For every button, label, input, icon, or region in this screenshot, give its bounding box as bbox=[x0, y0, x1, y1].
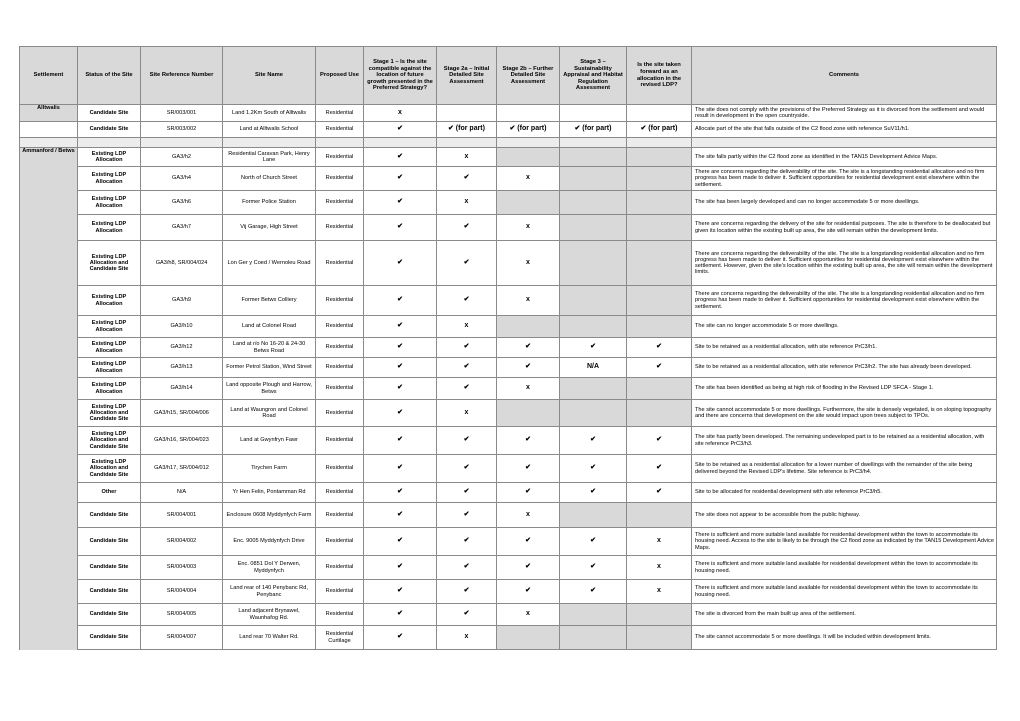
settlement-cell bbox=[20, 400, 78, 427]
comment-cell: There are concerns regarding the deliverability of the site. The site is a longstanding residential allocation and no firm progress has been made to deliver it. Sufficient opportunities for residential development exist elsewhere within the settlement. bbox=[692, 286, 997, 316]
stage2a-cell: x bbox=[437, 148, 497, 167]
stage1-cell: ✔ bbox=[364, 604, 437, 626]
stage3-cell bbox=[560, 400, 627, 427]
table-row bbox=[20, 400, 997, 427]
header-taken: Is the site taken forward as an allocation in the revised LDP? bbox=[627, 47, 692, 105]
taken-forward-cell bbox=[627, 316, 692, 338]
stage1-cell: ✔ bbox=[364, 556, 437, 580]
site-ref-cell: N/A bbox=[141, 483, 223, 503]
stage3-cell bbox=[560, 604, 627, 626]
stage3-cell bbox=[560, 105, 627, 122]
stage3-cell bbox=[560, 241, 627, 286]
site-name-cell: Former Petrol Station, Wind Street bbox=[223, 358, 316, 378]
stage3-cell bbox=[560, 286, 627, 316]
stage1-cell: ✔ bbox=[364, 503, 437, 528]
comment-cell: Site to be retained as a residential allocation, with site reference PrC3/h1. bbox=[692, 338, 997, 358]
settlement-cell bbox=[20, 483, 78, 503]
table-row bbox=[20, 286, 997, 316]
table-row bbox=[20, 122, 997, 138]
status-cell: Existing LDP Allocation bbox=[78, 286, 141, 316]
proposed-use-cell: Residential bbox=[316, 191, 364, 215]
site-name-cell: Land rear 70 Walter Rd. bbox=[223, 626, 316, 650]
stage2a-cell: ✔ bbox=[437, 215, 497, 241]
proposed-use-cell: Residential bbox=[316, 316, 364, 338]
proposed-use-cell: Residential Curtilage bbox=[316, 626, 364, 650]
table-row bbox=[20, 427, 997, 455]
proposed-use-cell: Residential bbox=[316, 455, 364, 483]
site-name-cell: Tirychen Farm bbox=[223, 455, 316, 483]
comment-cell: The site has been identified as being at high risk of flooding in the Revised LDP SFCA - Stage 1. bbox=[692, 378, 997, 400]
site-name-cell: Enc. 0851 Dol Y Derwen, Myddynfych bbox=[223, 556, 316, 580]
comment-cell: The site does not comply with the provisions of the Preferred Strategy as it is divorced from the settlement and would result in development in the open countryside. bbox=[692, 105, 997, 122]
stage2b-cell: x bbox=[497, 378, 560, 400]
taken-forward-cell: ✔ bbox=[627, 427, 692, 455]
proposed-use-cell: Residential bbox=[316, 358, 364, 378]
comment-cell: Site to be retained as a residential allocation for a lower number of dwellings with the remainder of the site being delivered beyond the Revised LDP's lifetime. Site reference is PrC3/h4. bbox=[692, 455, 997, 483]
comment-cell: The site cannot accommodate 5 or more dwellings. It will be included within development limits. bbox=[692, 626, 997, 650]
proposed-use-cell: Residential bbox=[316, 148, 364, 167]
table-row bbox=[20, 191, 997, 215]
stage2a-cell: x bbox=[437, 316, 497, 338]
proposed-use-cell: Residential bbox=[316, 286, 364, 316]
stage2a-cell: ✔ (for part) bbox=[437, 122, 497, 138]
table-row bbox=[20, 580, 997, 604]
stage3-cell: ✔ bbox=[560, 483, 627, 503]
proposed-use-cell: Residential bbox=[316, 338, 364, 358]
site-name-cell: Land at Gwynfryn Fawr bbox=[223, 427, 316, 455]
stage3-cell: ✔ bbox=[560, 528, 627, 556]
header-stage1: Stage 1 – Is the site compatible against the location of future growth presented in the Preferred Strategy? bbox=[364, 47, 437, 105]
status-cell: Candidate Site bbox=[78, 105, 141, 122]
settlement-cell: Alltwalis bbox=[20, 105, 78, 122]
comment-cell: The site cannot accommodate 5 or more dwellings. Furthermore, the site is densely vegetated, is on sloping topography and there are concerns that development on the site would impact upon trees subject to TPOs. bbox=[692, 400, 997, 427]
settlement-cell bbox=[20, 580, 78, 604]
site-ref-cell: GA3/h16, SR/004/023 bbox=[141, 427, 223, 455]
table-row bbox=[20, 556, 997, 580]
taken-forward-cell: ✔ bbox=[627, 483, 692, 503]
table-row bbox=[20, 455, 997, 483]
comment-cell: There is sufficient and more suitable land available for residential development within the town to accommodate its housing need. bbox=[692, 556, 997, 580]
site-ref-cell: GA3/h4 bbox=[141, 167, 223, 191]
settlement-cell bbox=[20, 427, 78, 455]
stage2a-cell: ✔ bbox=[437, 167, 497, 191]
site-name-cell: North of Church Street bbox=[223, 167, 316, 191]
stage1-cell: ✔ bbox=[364, 316, 437, 338]
settlement-cell bbox=[20, 528, 78, 556]
stage1-cell: ✔ bbox=[364, 400, 437, 427]
proposed-use-cell: Residential bbox=[316, 604, 364, 626]
status-cell: Candidate Site bbox=[78, 528, 141, 556]
divider-cell bbox=[497, 138, 560, 148]
table-row bbox=[20, 528, 997, 556]
stage1-cell: ✔ bbox=[364, 626, 437, 650]
table-row bbox=[20, 503, 997, 528]
comment-cell: There is sufficient and more suitable land available for residential development within the town to accommodate its housing need. bbox=[692, 580, 997, 604]
site-ref-cell: SR/004/005 bbox=[141, 604, 223, 626]
site-name-cell: Former Betws Colliery bbox=[223, 286, 316, 316]
comment-cell: Site to be allocated for residential development with site reference PrC3/h5. bbox=[692, 483, 997, 503]
site-name-cell: Lon Ger y Coed / Wernoleu Road bbox=[223, 241, 316, 286]
site-ref-cell: SR/004/002 bbox=[141, 528, 223, 556]
comment-cell: There are concerns regarding the deliverability of the site. The site is a longstanding residential allocation and no firm progress has been made to deliver it. Sufficient opportunities for residential development exist elsewhere within the settlement. bbox=[692, 167, 997, 191]
status-cell: Existing LDP Allocation bbox=[78, 167, 141, 191]
site-ref-cell: SR/003/002 bbox=[141, 122, 223, 138]
table-row bbox=[20, 316, 997, 338]
table-row bbox=[20, 338, 997, 358]
settlement-cell bbox=[20, 316, 78, 338]
divider-cell bbox=[437, 138, 497, 148]
divider-cell bbox=[20, 138, 78, 148]
stage1-cell: ✔ bbox=[364, 483, 437, 503]
stage2b-cell bbox=[497, 148, 560, 167]
stage2a-cell: ✔ bbox=[437, 378, 497, 400]
status-cell: Existing LDP Allocation bbox=[78, 358, 141, 378]
site-name-cell: Land at Colonel Road bbox=[223, 316, 316, 338]
stage1-cell: ✔ bbox=[364, 241, 437, 286]
settlement-cell bbox=[20, 626, 78, 650]
comment-cell: Allocate part of the site that falls outside of the C2 flood zone with reference SuV11/h1. bbox=[692, 122, 997, 138]
proposed-use-cell: Residential bbox=[316, 378, 364, 400]
stage2a-cell: ✔ bbox=[437, 286, 497, 316]
comment-cell: There are concerns regarding the deliverability of the site. The site is a longstanding residential allocation and no firm progress has been made to deliver it. Sufficient opportunities for residential development exist elsewhere within the settlement. However, given the site's location within the existing built up area, the site will remain within the development limits. bbox=[692, 241, 997, 286]
status-cell: Other bbox=[78, 483, 141, 503]
divider-cell bbox=[560, 138, 627, 148]
taken-forward-cell bbox=[627, 241, 692, 286]
site-ref-cell: SR/004/007 bbox=[141, 626, 223, 650]
stage3-cell bbox=[560, 148, 627, 167]
stage3-cell: ✔ bbox=[560, 556, 627, 580]
stage2a-cell: ✔ bbox=[437, 241, 497, 286]
divider-cell bbox=[316, 138, 364, 148]
site-ref-cell: GA3/h8, SR/004/024 bbox=[141, 241, 223, 286]
stage2b-cell: ✔ bbox=[497, 358, 560, 378]
proposed-use-cell: Residential bbox=[316, 215, 364, 241]
stage2a-cell: ✔ bbox=[437, 604, 497, 626]
proposed-use-cell: Residential bbox=[316, 122, 364, 138]
stage2b-cell: x bbox=[497, 167, 560, 191]
stage2a-cell: x bbox=[437, 191, 497, 215]
site-ref-cell: SR/004/003 bbox=[141, 556, 223, 580]
stage1-cell: ✔ bbox=[364, 215, 437, 241]
stage2b-cell bbox=[497, 191, 560, 215]
header-status: Status of the Site bbox=[78, 47, 141, 105]
taken-forward-cell: ✔ bbox=[627, 358, 692, 378]
header-name: Site Name bbox=[223, 47, 316, 105]
settlement-cell bbox=[20, 241, 78, 286]
stage1-cell: ✔ bbox=[364, 528, 437, 556]
taken-forward-cell bbox=[627, 378, 692, 400]
taken-forward-cell bbox=[627, 503, 692, 528]
header-stage3: Stage 3 – Sustainability Appraisal and Habitat Regulation Assessment bbox=[560, 47, 627, 105]
settlement-cell bbox=[20, 338, 78, 358]
settlement-cell bbox=[20, 122, 78, 138]
stage2a-cell: ✔ bbox=[437, 338, 497, 358]
status-cell: Existing LDP Allocation and Candidate Site bbox=[78, 241, 141, 286]
table-row bbox=[20, 358, 997, 378]
stage1-cell: ✔ bbox=[364, 286, 437, 316]
table-row bbox=[20, 241, 997, 286]
comment-cell: The site has been largely developed and can no longer accommodate 5 or more dwellings. bbox=[692, 191, 997, 215]
site-ref-cell: SR/004/004 bbox=[141, 580, 223, 604]
table-row bbox=[20, 215, 997, 241]
stage1-cell: ✔ bbox=[364, 378, 437, 400]
divider-cell bbox=[627, 138, 692, 148]
site-name-cell: Vij Garage, High Street bbox=[223, 215, 316, 241]
stage3-cell: ✔ bbox=[560, 580, 627, 604]
site-ref-cell: SR/003/001 bbox=[141, 105, 223, 122]
site-name-cell: Yr Hen Felin, Pontamman Rd bbox=[223, 483, 316, 503]
proposed-use-cell: Residential bbox=[316, 580, 364, 604]
status-cell: Existing LDP Allocation bbox=[78, 215, 141, 241]
stage1-cell: x bbox=[364, 105, 437, 122]
status-cell: Existing LDP Allocation and Candidate Site bbox=[78, 427, 141, 455]
stage3-cell: ✔ bbox=[560, 427, 627, 455]
stage1-cell: ✔ bbox=[364, 148, 437, 167]
proposed-use-cell: Residential bbox=[316, 427, 364, 455]
status-cell: Candidate Site bbox=[78, 556, 141, 580]
status-cell: Existing LDP Allocation and Candidate Site bbox=[78, 400, 141, 427]
stage1-cell: ✔ bbox=[364, 122, 437, 138]
stage2b-cell: ✔ bbox=[497, 483, 560, 503]
site-ref-cell: GA3/h13 bbox=[141, 358, 223, 378]
stage1-cell: ✔ bbox=[364, 427, 437, 455]
stage1-cell: ✔ bbox=[364, 358, 437, 378]
stage2b-cell: x bbox=[497, 503, 560, 528]
stage2a-cell: ✔ bbox=[437, 556, 497, 580]
settlement-cell bbox=[20, 503, 78, 528]
site-name-cell: Former Police Station bbox=[223, 191, 316, 215]
settlement-cell bbox=[20, 455, 78, 483]
status-cell: Existing LDP Allocation bbox=[78, 338, 141, 358]
comment-cell: The site is divorced from the main built up area of the settlement. bbox=[692, 604, 997, 626]
site-ref-cell: SR/004/001 bbox=[141, 503, 223, 528]
settlement-cell bbox=[20, 215, 78, 241]
stage3-cell bbox=[560, 378, 627, 400]
taken-forward-cell: x bbox=[627, 580, 692, 604]
site-name-cell: Residential Caravan Park, Henry Lane bbox=[223, 148, 316, 167]
taken-forward-cell bbox=[627, 604, 692, 626]
table-row bbox=[20, 378, 997, 400]
stage1-cell: ✔ bbox=[364, 167, 437, 191]
status-cell: Existing LDP Allocation bbox=[78, 378, 141, 400]
taken-forward-cell: ✔ (for part) bbox=[627, 122, 692, 138]
comment-cell: There is sufficient and more suitable land available for residential development within the town to accommodate its housing need. Access to the site is likely to be through the C2 flood zone as indicated by the TAN15 Development Advice Maps. bbox=[692, 528, 997, 556]
divider-cell bbox=[364, 138, 437, 148]
settlement-cell: Ammanford / Betws bbox=[20, 148, 78, 167]
comment-cell: There are concerns regarding the delivery of the site for residential purposes. The site is therefore to be deallocated but given its location within the existing built up area, the site will remain within the development limits. bbox=[692, 215, 997, 241]
stage3-cell bbox=[560, 316, 627, 338]
status-cell: Existing LDP Allocation bbox=[78, 191, 141, 215]
taken-forward-cell bbox=[627, 215, 692, 241]
site-name-cell: Enclosure 0608 Myddynfych Farm bbox=[223, 503, 316, 528]
taken-forward-cell bbox=[627, 400, 692, 427]
site-ref-cell: GA3/h2 bbox=[141, 148, 223, 167]
table-row bbox=[20, 604, 997, 626]
section-divider bbox=[20, 138, 997, 148]
taken-forward-cell bbox=[627, 191, 692, 215]
comment-cell: The site has partly been developed. The remaining undeveloped part is to be retained as a residential allocation, with site reference PrC3/h3. bbox=[692, 427, 997, 455]
proposed-use-cell: Residential bbox=[316, 528, 364, 556]
stage2a-cell: ✔ bbox=[437, 455, 497, 483]
stage2b-cell: x bbox=[497, 286, 560, 316]
table-row bbox=[20, 105, 997, 122]
status-cell: Existing LDP Allocation bbox=[78, 316, 141, 338]
settlement-cell bbox=[20, 286, 78, 316]
stage3-cell: ✔ bbox=[560, 338, 627, 358]
settlement-cell bbox=[20, 358, 78, 378]
stage3-cell bbox=[560, 626, 627, 650]
comment-cell: The site does not appear to be accessible from the public highway. bbox=[692, 503, 997, 528]
stage2b-cell bbox=[497, 400, 560, 427]
stage1-cell: ✔ bbox=[364, 455, 437, 483]
taken-forward-cell: ✔ bbox=[627, 455, 692, 483]
table-row bbox=[20, 483, 997, 503]
taken-forward-cell bbox=[627, 167, 692, 191]
stage2a-cell: x bbox=[437, 400, 497, 427]
taken-forward-cell: ✔ bbox=[627, 338, 692, 358]
table-row bbox=[20, 167, 997, 191]
status-cell: Candidate Site bbox=[78, 122, 141, 138]
stage2b-cell: x bbox=[497, 241, 560, 286]
table-body bbox=[20, 105, 997, 650]
stage2b-cell: ✔ bbox=[497, 338, 560, 358]
proposed-use-cell: Residential bbox=[316, 167, 364, 191]
divider-cell bbox=[223, 138, 316, 148]
stage3-cell bbox=[560, 215, 627, 241]
stage2a-cell: ✔ bbox=[437, 528, 497, 556]
taken-forward-cell: x bbox=[627, 528, 692, 556]
stage3-cell: ✔ bbox=[560, 455, 627, 483]
stage2b-cell: ✔ bbox=[497, 580, 560, 604]
header-settlement: Settlement bbox=[20, 47, 78, 105]
stage2b-cell: ✔ bbox=[497, 528, 560, 556]
stage2a-cell: ✔ bbox=[437, 580, 497, 604]
proposed-use-cell: Residential bbox=[316, 241, 364, 286]
status-cell: Candidate Site bbox=[78, 503, 141, 528]
site-name-cell: Land opposite Plough and Harrow, Betws bbox=[223, 378, 316, 400]
stage2a-cell: ✔ bbox=[437, 483, 497, 503]
site-name-cell: Enc. 9005 Myddynfych Drive bbox=[223, 528, 316, 556]
proposed-use-cell: Residential bbox=[316, 483, 364, 503]
site-name-cell: Land 1.2Km South of Alltwalis bbox=[223, 105, 316, 122]
status-cell: Existing LDP Allocation and Candidate Site bbox=[78, 455, 141, 483]
stage2b-cell: x bbox=[497, 215, 560, 241]
header-row bbox=[20, 47, 997, 105]
stage2a-cell: ✔ bbox=[437, 358, 497, 378]
proposed-use-cell: Residential bbox=[316, 503, 364, 528]
site-ref-cell: GA3/h9 bbox=[141, 286, 223, 316]
site-ref-cell: GA3/h10 bbox=[141, 316, 223, 338]
taken-forward-cell bbox=[627, 286, 692, 316]
stage2b-cell: ✔ (for part) bbox=[497, 122, 560, 138]
stage2b-cell: ✔ bbox=[497, 427, 560, 455]
proposed-use-cell: Residential bbox=[316, 400, 364, 427]
stage2a-cell bbox=[437, 105, 497, 122]
settlement-cell bbox=[20, 378, 78, 400]
header-comments: Comments bbox=[692, 47, 997, 105]
taken-forward-cell: x bbox=[627, 556, 692, 580]
stage2a-cell: ✔ bbox=[437, 427, 497, 455]
site-name-cell: Land adjacent Brynawel, Waunhafog Rd. bbox=[223, 604, 316, 626]
settlement-cell bbox=[20, 191, 78, 215]
stage2b-cell bbox=[497, 105, 560, 122]
header-stage2b: Stage 2b – Further Detailed Site Assessment bbox=[497, 47, 560, 105]
divider-cell bbox=[692, 138, 997, 148]
site-ref-cell: GA3/h6 bbox=[141, 191, 223, 215]
stage2b-cell bbox=[497, 316, 560, 338]
proposed-use-cell: Residential bbox=[316, 556, 364, 580]
site-name-cell: Land at Alltwalis School bbox=[223, 122, 316, 138]
taken-forward-cell bbox=[627, 148, 692, 167]
stage2b-cell: ✔ bbox=[497, 455, 560, 483]
header-use: Proposed Use bbox=[316, 47, 364, 105]
header-stage2a: Stage 2a – Initial Detailed Site Assessment bbox=[437, 47, 497, 105]
table-row bbox=[20, 148, 997, 167]
settlement-cell bbox=[20, 556, 78, 580]
taken-forward-cell bbox=[627, 626, 692, 650]
stage2b-cell: ✔ bbox=[497, 556, 560, 580]
stage3-cell: N/A bbox=[560, 358, 627, 378]
header-ref: Site Reference Number bbox=[141, 47, 223, 105]
divider-cell bbox=[141, 138, 223, 148]
stage1-cell: ✔ bbox=[364, 191, 437, 215]
site-assessment-table bbox=[19, 46, 997, 650]
comment-cell: The site can no longer accommodate 5 or more dwellings. bbox=[692, 316, 997, 338]
site-ref-cell: GA3/h14 bbox=[141, 378, 223, 400]
site-ref-cell: GA3/h15, SR/004/006 bbox=[141, 400, 223, 427]
stage2b-cell: x bbox=[497, 604, 560, 626]
site-ref-cell: GA3/h7 bbox=[141, 215, 223, 241]
stage3-cell bbox=[560, 503, 627, 528]
settlement-cell bbox=[20, 604, 78, 626]
stage2b-cell bbox=[497, 626, 560, 650]
site-ref-cell: GA3/h12 bbox=[141, 338, 223, 358]
table-row bbox=[20, 626, 997, 650]
settlement-cell bbox=[20, 167, 78, 191]
status-cell: Candidate Site bbox=[78, 604, 141, 626]
stage1-cell: ✔ bbox=[364, 338, 437, 358]
stage2a-cell: ✔ bbox=[437, 503, 497, 528]
stage3-cell bbox=[560, 191, 627, 215]
stage1-cell: ✔ bbox=[364, 580, 437, 604]
status-cell: Existing LDP Allocation bbox=[78, 148, 141, 167]
comment-cell: Site to be retained as a residential allocation, with site reference PrC3/h2. The site has already been developed. bbox=[692, 358, 997, 378]
status-cell: Candidate Site bbox=[78, 580, 141, 604]
stage3-cell bbox=[560, 167, 627, 191]
site-name-cell: Land at r/o No 16-20 & 24-30 Betws Road bbox=[223, 338, 316, 358]
stage2a-cell: x bbox=[437, 626, 497, 650]
site-name-cell: Land rear of 140 Penybanc Rd, Penybanc bbox=[223, 580, 316, 604]
stage3-cell: ✔ (for part) bbox=[560, 122, 627, 138]
taken-forward-cell bbox=[627, 105, 692, 122]
comment-cell: The site falls partly within the C2 flood zone as identified in the TAN15 Development Advice Maps. bbox=[692, 148, 997, 167]
site-ref-cell: GA3/h17, SR/004/012 bbox=[141, 455, 223, 483]
proposed-use-cell: Residential bbox=[316, 105, 364, 122]
status-cell: Candidate Site bbox=[78, 626, 141, 650]
divider-cell bbox=[78, 138, 141, 148]
site-name-cell: Land at Waungron and Colonel Road bbox=[223, 400, 316, 427]
